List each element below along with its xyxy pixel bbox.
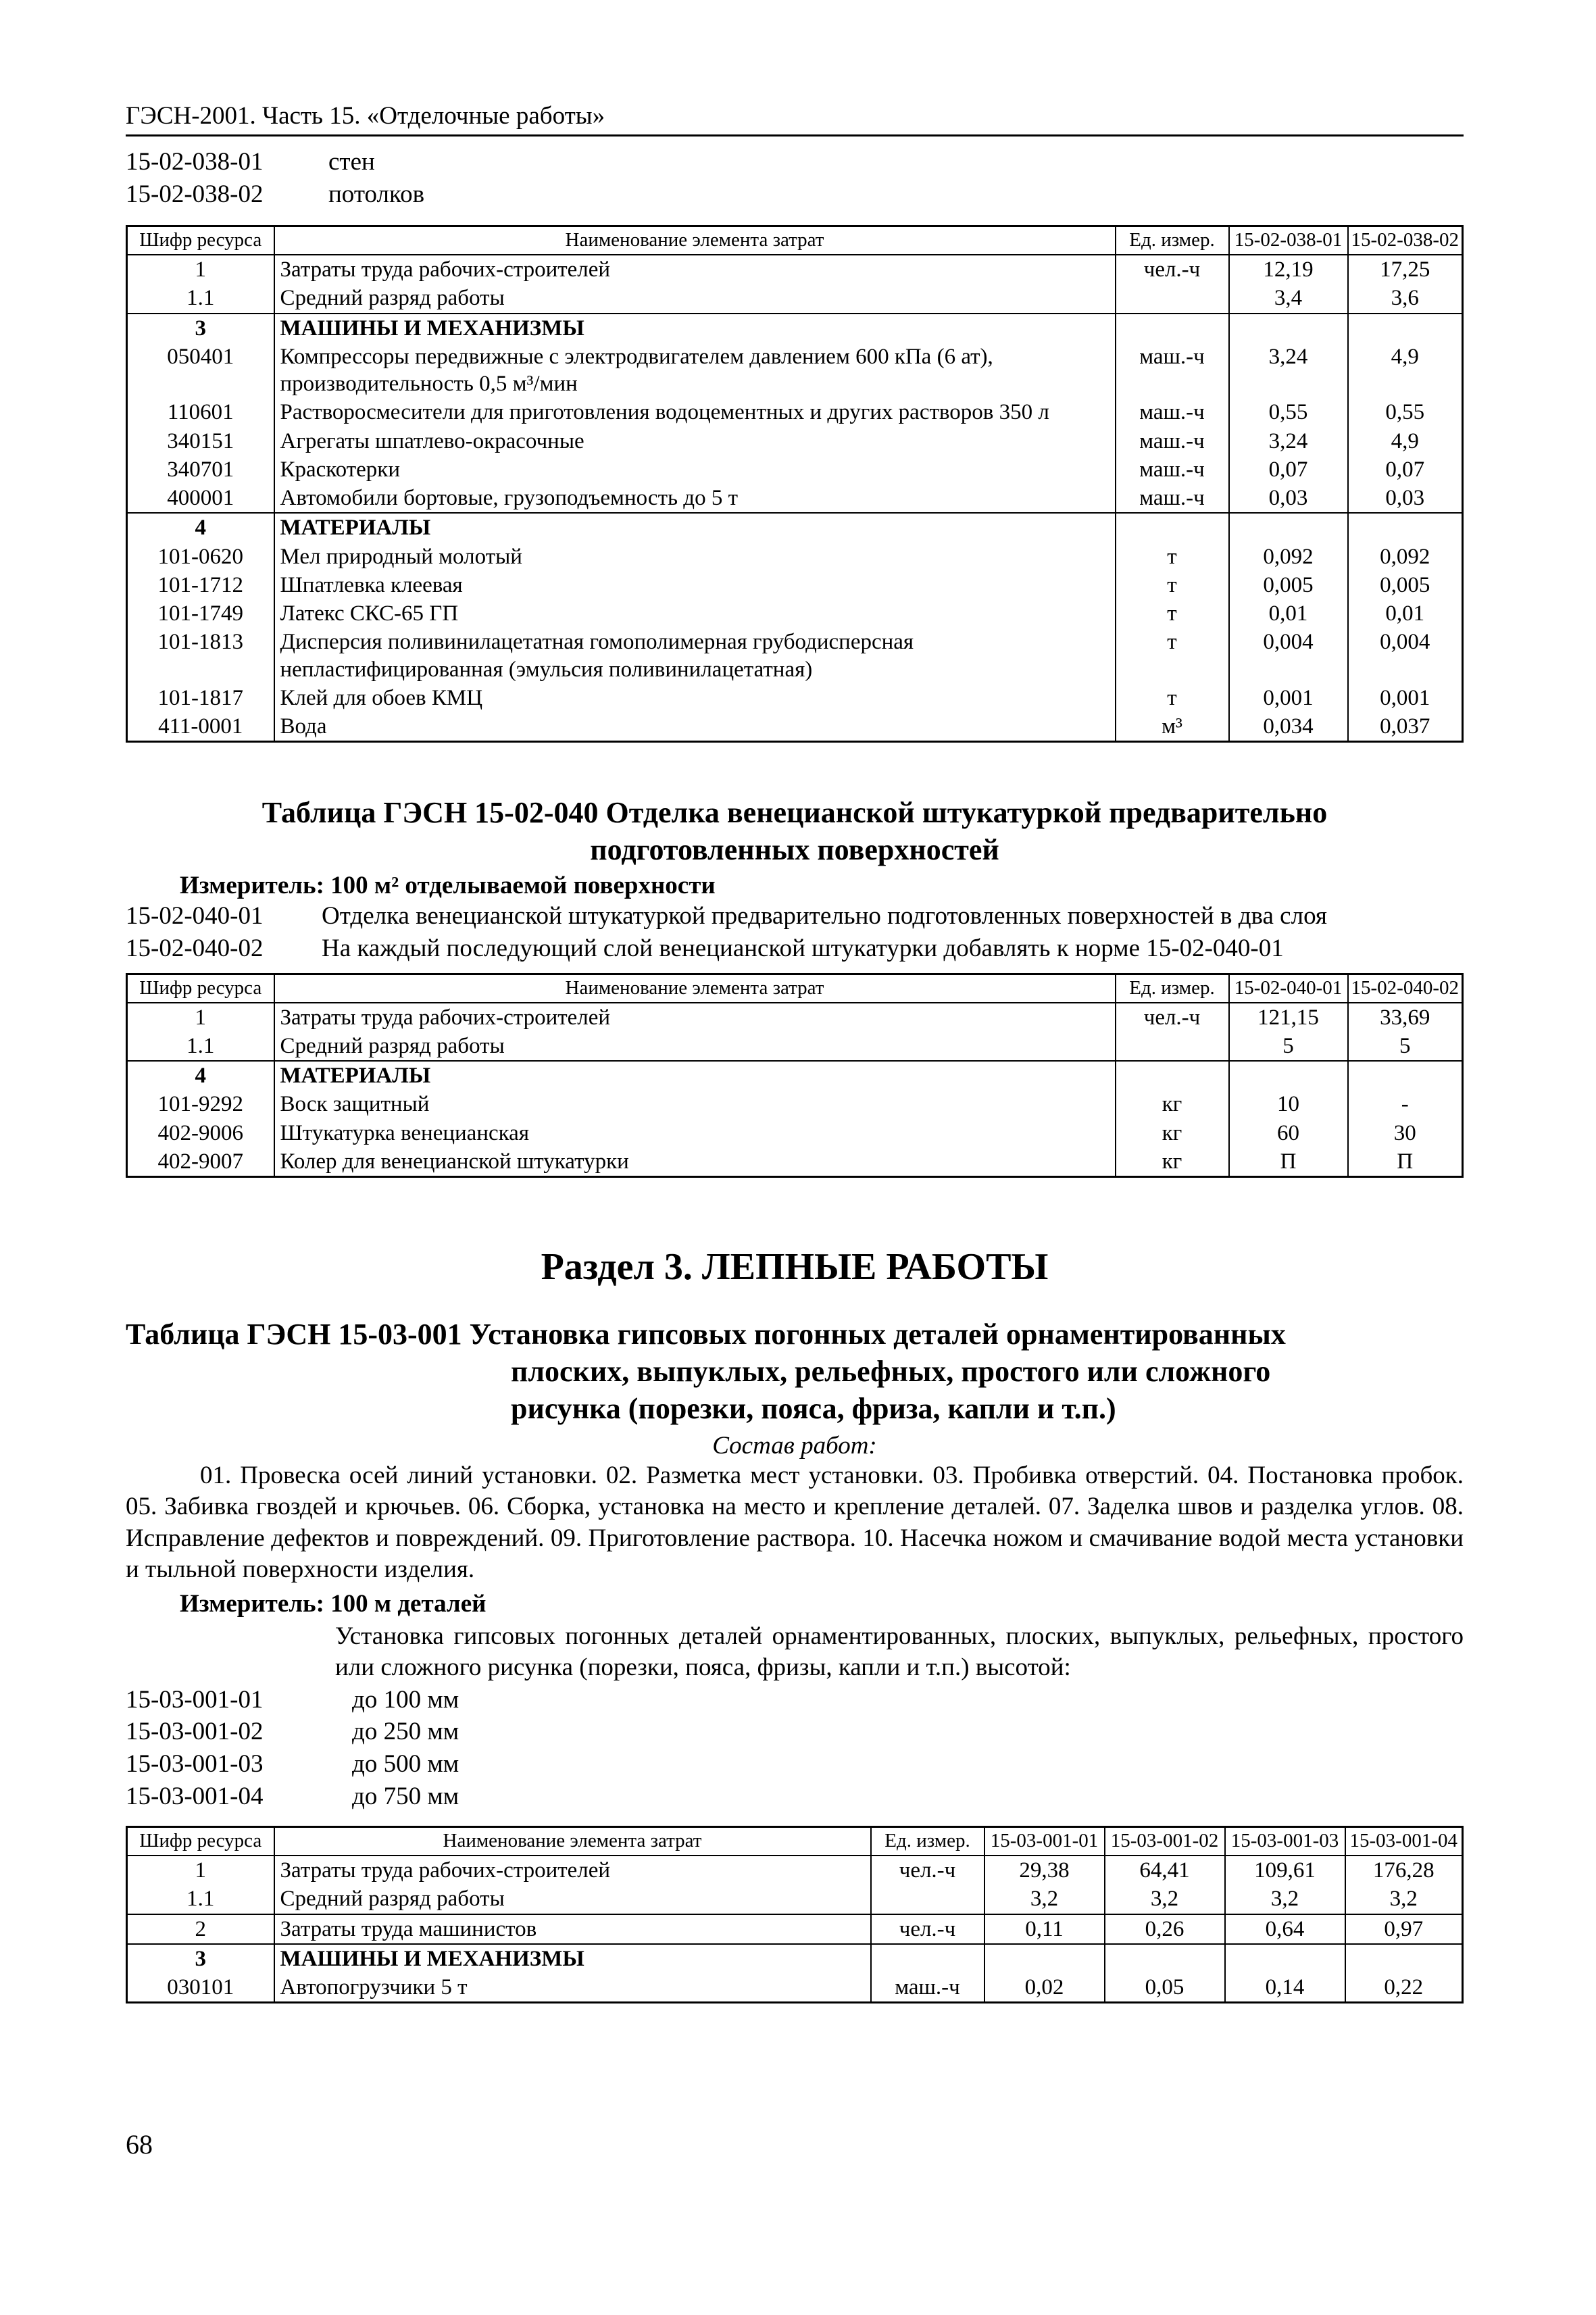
composition-text: 01. Провеска осей линий установки. 02. Разметка мест установки. 03. Пробивка отверстий. 04. Постановка пробок. 05. Забивка гвоздей и крючьев. 06. Сборка, установка на место и крепление деталей. 07. Заделка швов и разделка углов. 08. Исправление дефектов и повреждений. 09. Приготовление раствора. 10. Насечка ножом и смачивание водой места установки и тыльной поверхности изделия. xyxy=(126,1462,1464,1583)
table-row: 101-1813 Дисперсия поливинилацетатная гомополимерная грубодисперсная непластифицированная (эмульсия поливинилацетатная) т 0,004 0,004 xyxy=(127,628,1463,684)
norm-codes-03-001 xyxy=(126,1684,459,1813)
header-col4: 15-03-001-04 xyxy=(1345,1827,1463,1856)
code-row: 15-02-040-01 Отделка венецианской штукатуркой предварительно подготовленных поверхностей в два слоя xyxy=(126,902,1327,930)
resource-table-040 xyxy=(126,973,1464,1178)
header-col1: 15-02-040-01 xyxy=(1229,974,1348,1002)
table-header xyxy=(127,226,1463,255)
header-unit: Ед. измер. xyxy=(1116,226,1229,255)
header-col2: 15-03-001-02 xyxy=(1105,1827,1225,1856)
table-row: 411-0001 Вода м³ 0,034 0,037 xyxy=(127,712,1463,742)
table-row: 101-1817 Клей для обоев КМЦ т 0,001 0,001 xyxy=(127,684,1463,712)
header-col2: 15-02-038-02 xyxy=(1348,226,1463,255)
running-header: ГЭСН-2001. Часть 15. «Отделочные работы» xyxy=(126,101,1464,136)
table-row: 101-9292 Воск защитный кг 10 - xyxy=(127,1090,1463,1118)
header-col1: 15-03-001-01 xyxy=(984,1827,1105,1856)
table-row: 4 МАТЕРИАЛЫ xyxy=(127,513,1463,542)
code-row: 15-02-040-02 На каждый последующий слой венецианской штукатурки добавлять к норме 15-02-040-01 xyxy=(126,935,1284,963)
code-row: 15-02-038-02 потолков xyxy=(126,180,425,208)
header-name: Наименование элемента затрат xyxy=(274,226,1116,255)
table-row: 3 МАШИНЫ И МЕХАНИЗМЫ xyxy=(127,314,1463,343)
header-col1: 15-02-038-01 xyxy=(1229,226,1348,255)
header-cipher: Шифр ресурса xyxy=(127,226,274,255)
table-row: 1 Затраты труда рабочих-строителей чел.-ч 12,19 17,25 xyxy=(127,255,1463,284)
code-row: 15-03-001-03 до 500 мм xyxy=(126,1749,459,1778)
code-row: 15-03-001-04 до 750 мм xyxy=(126,1782,459,1810)
page-number: 68 xyxy=(126,2129,153,2160)
table-row: 1 Затраты труда рабочих-строителей чел.-ч 29,38 64,41 109,61 176,28 xyxy=(127,1856,1463,1885)
table-row: 400001 Автомобили бортовые, грузоподъемность до 5 т маш.-ч 0,03 0,03 xyxy=(127,484,1463,513)
table-row: 101-0620 Мел природный молотый т 0,092 0,092 xyxy=(127,543,1463,571)
table-row: 1 Затраты труда рабочих-строителей чел.-ч 121,15 33,69 xyxy=(127,1003,1463,1032)
table-row: 110601 Растворосмесители для приготовления водоцементных и других растворов 350 л маш.-ч 0,55 0,55 xyxy=(127,398,1463,426)
header-col2: 15-02-040-02 xyxy=(1348,974,1463,1002)
table-row: 402-9007 Колер для венецианской штукатурки кг П П xyxy=(127,1147,1463,1177)
header-cipher: Шифр ресурса xyxy=(127,974,274,1002)
document-page xyxy=(126,101,1464,2003)
section-title: Раздел 3. ЛЕПНЫЕ РАБОТЫ xyxy=(541,1246,1049,1289)
table-row: 101-1749 Латекс СКС-65 ГП т 0,01 0,01 xyxy=(127,599,1463,628)
code-row: 15-03-001-02 до 250 мм xyxy=(126,1718,459,1746)
table-row: 402-9006 Штукатурка венецианская кг 60 30 xyxy=(127,1119,1463,1147)
header-name: Наименование элемента затрат xyxy=(274,974,1116,1002)
table-row: 1.1 Средний разряд работы 5 5 xyxy=(127,1032,1463,1061)
measure-03-001: Измеритель: 100 м деталей xyxy=(180,1590,487,1618)
table-title-03-001: Таблица ГЭСН 15-03-001 Установка гипсовых погонных деталей орнаментированных плоских, выпуклых, рельефных, простого или сложного рисунка (порезки, пояса, фриза, капли и т.п.) xyxy=(126,1318,1286,1426)
code-row: 15-03-001-01 до 100 мм xyxy=(126,1685,459,1714)
header-name: Наименование элемента затрат xyxy=(274,1827,871,1856)
table-title-040: Таблица ГЭСН 15-02-040 Отделка венецианской штукатуркой предварительно подготовленных поверхностей xyxy=(261,796,1328,867)
table-row: 340701 Краскотерки маш.-ч 0,07 0,07 xyxy=(127,455,1463,484)
table-header xyxy=(127,974,1463,1002)
table-row: 4 МАТЕРИАЛЫ xyxy=(127,1061,1463,1090)
table-row: 050401 Компрессоры передвижные с электродвигателем давлением 600 кПа (6 ат), производительность 0,5 м³/мин маш.-ч 3,24 4,9 xyxy=(127,343,1463,399)
table-row: 1.1 Средний разряд работы 3,4 3,6 xyxy=(127,284,1463,313)
norm-codes-040 xyxy=(126,900,1464,964)
table-row: 3 МАШИНЫ И МЕХАНИЗМЫ xyxy=(127,1944,1463,1973)
header-cipher: Шифр ресурса xyxy=(127,1827,274,1856)
table-row: 1.1 Средний разряд работы 3,2 3,2 3,2 3,2 xyxy=(127,1885,1463,1914)
composition-label: Состав работ: xyxy=(712,1432,877,1460)
table-header xyxy=(127,1827,1463,1856)
norm-codes-038 xyxy=(126,146,1464,210)
code-row: 15-02-038-01 стен xyxy=(126,148,375,176)
norm-intro: Установка гипсовых погонных деталей орнаментированных, плоских, выпуклых, рельефных, простого или сложного рисунка (порезки, пояса, фризы, капли и т.п.) высотой: xyxy=(335,1622,1464,1682)
table-row: 030101 Автопогрузчики 5 т маш.-ч 0,02 0,05 0,14 0,22 xyxy=(127,1973,1463,2003)
measure-040: Измеритель: 100 м² отделываемой поверхности xyxy=(180,872,716,900)
table-row: 340151 Агрегаты шпатлево-окрасочные маш.-ч 3,24 4,9 xyxy=(127,427,1463,455)
header-unit: Ед. измер. xyxy=(871,1827,984,1856)
header-col3: 15-03-001-03 xyxy=(1225,1827,1345,1856)
resource-table-03-001 xyxy=(126,1826,1464,2003)
table-row: 101-1712 Шпатлевка клеевая т 0,005 0,005 xyxy=(127,571,1463,599)
resource-table-038 xyxy=(126,225,1464,743)
table-row: 2 Затраты труда машинистов чел.-ч 0,11 0,26 0,64 0,97 xyxy=(127,1914,1463,1944)
header-unit: Ед. измер. xyxy=(1116,974,1229,1002)
